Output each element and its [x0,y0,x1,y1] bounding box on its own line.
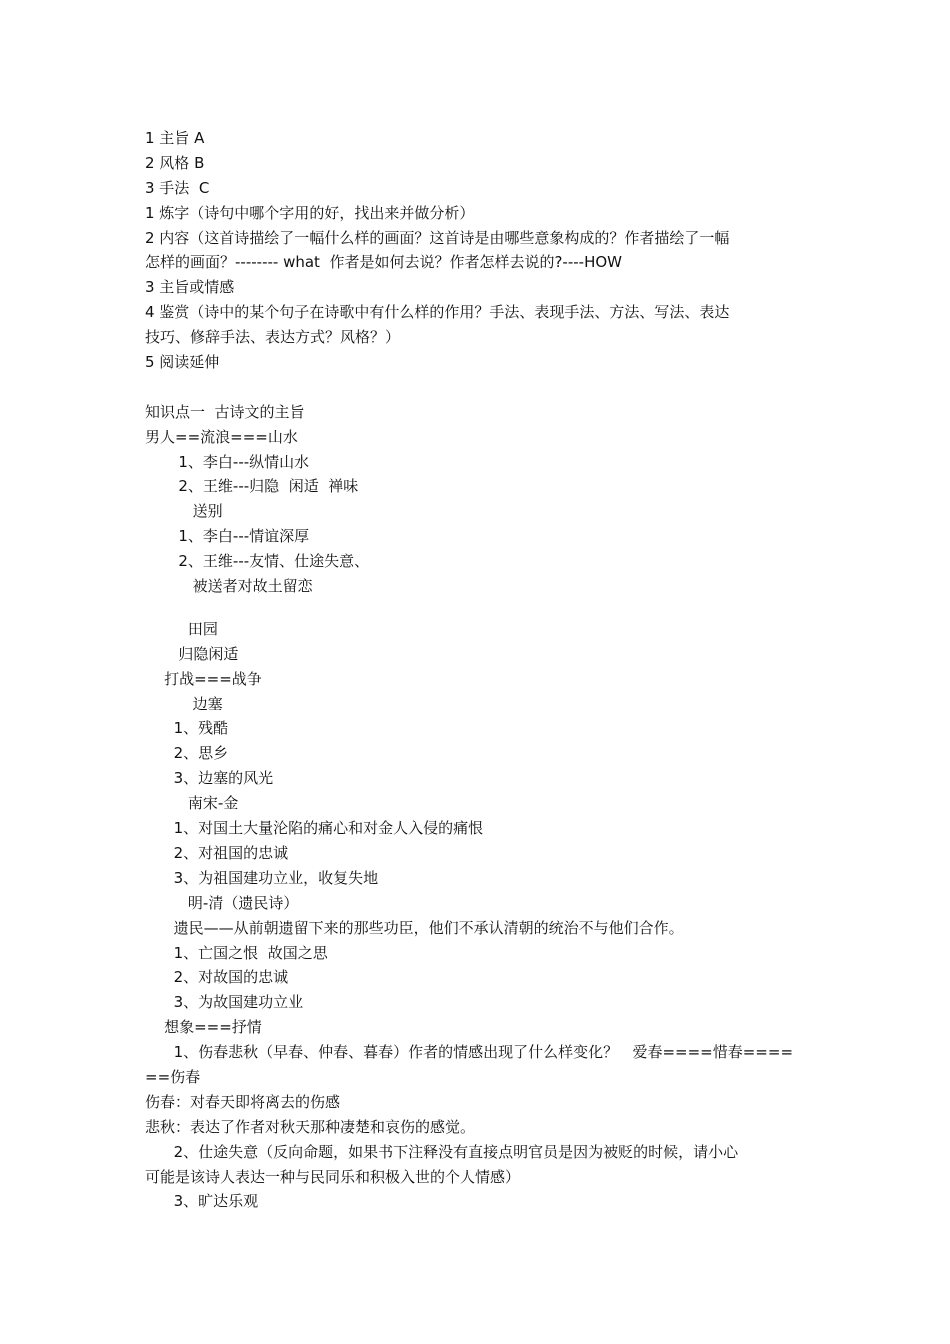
text-line: 可能是该诗人表达一种与民同乐和积极入世的个人情感） [145,1167,521,1186]
spacer [145,599,815,617]
text-line: 1、李白---纵情山水 [145,452,310,471]
text-line: 打战===战争 [145,669,262,688]
outline-item: 5 阅读延伸 [145,353,220,372]
text-line: 田园 [145,619,218,638]
text-line: 2、仕途失意（反向命题，如果书下注释没有直接点明官员是因为被贬的时候，请小心 [145,1142,739,1161]
text-line: 1、伤春悲秋（早春、仲春、暮春）作者的情感出现了什么样变化？ 爱春====惜春==== [145,1043,794,1062]
outline-item: 怎样的画面？-------- what 作者是如何去说？作者怎样去说的?----HOW [145,253,622,272]
spacer [145,375,815,400]
theme-list-part1 [145,425,815,599]
outline-item: 1 主旨 A [145,129,205,147]
text-line: 1、亡国之恨 故国之思 [145,943,328,962]
outline-item: 2 内容（这首诗描绘了一幅什么样的画面？这首诗是由哪些意象构成的？作者描绘了一幅 [145,228,730,247]
text-line: 3、旷达乐观 [145,1192,259,1211]
text-line: 归隐闲适 [145,644,239,663]
text-line: 1、李白---情谊深厚 [145,527,310,546]
document-body [145,126,815,1214]
text-line: 被送者对故土留恋 [145,577,313,596]
text-line: 悲秋：表达了作者对秋天那种凄楚和哀伤的感觉。 [145,1117,476,1136]
text-line: ==伤春 [145,1067,201,1086]
text-line: 3、为故国建功立业 [145,993,304,1012]
text-line: 南宋-金 [145,794,239,813]
outline-item: 技巧、修辞手法、表达方式？风格？） [145,328,401,347]
outline-item: 4 鉴赏（诗中的某个句子在诗歌中有什么样的作用？手法、表现手法、方法、写法、表达 [145,303,730,322]
theme-list-part2 [145,617,815,1214]
text-line: 3、为祖国建功立业，收复失地 [145,868,379,887]
outline-item: 1 炼字（诗句中哪个字用的好，找出来并做分析） [145,203,475,222]
text-line: 明-清（遗民诗） [145,893,299,912]
text-line: 1、对国土大量沦陷的痛心和对金人入侵的痛恨 [145,819,484,838]
outline-list [145,126,815,375]
text-line: 伤春：对春天即将离去的伤感 [145,1092,341,1111]
text-line: 2、思乡 [145,744,229,763]
outline-item: 3 主旨或情感 [145,278,235,297]
outline-item: 3 手法 C [145,178,210,197]
text-line: 2、王维---友情、仕途失意、 [145,552,370,571]
text-line: 3、边塞的风光 [145,769,274,788]
text-line: 2、对祖国的忠诚 [145,843,289,862]
text-line: 2、王维---归隐 闲适 禅味 [145,477,359,496]
outline-item: 2 风格 B [145,153,205,172]
section-title: 知识点一 古诗文的主旨 [145,402,305,421]
text-line: 送别 [145,502,223,521]
text-line: 想象===抒情 [145,1018,262,1037]
text-line: 1、残酷 [145,719,229,738]
text-line: 边塞 [145,694,223,713]
text-line: 遗民——从前朝遗留下来的那些功臣，他们不承认清朝的统治不与他们合作。 [145,918,684,937]
text-line: 男人==流浪===山水 [145,427,298,446]
text-line: 2、对故国的忠诚 [145,968,289,987]
